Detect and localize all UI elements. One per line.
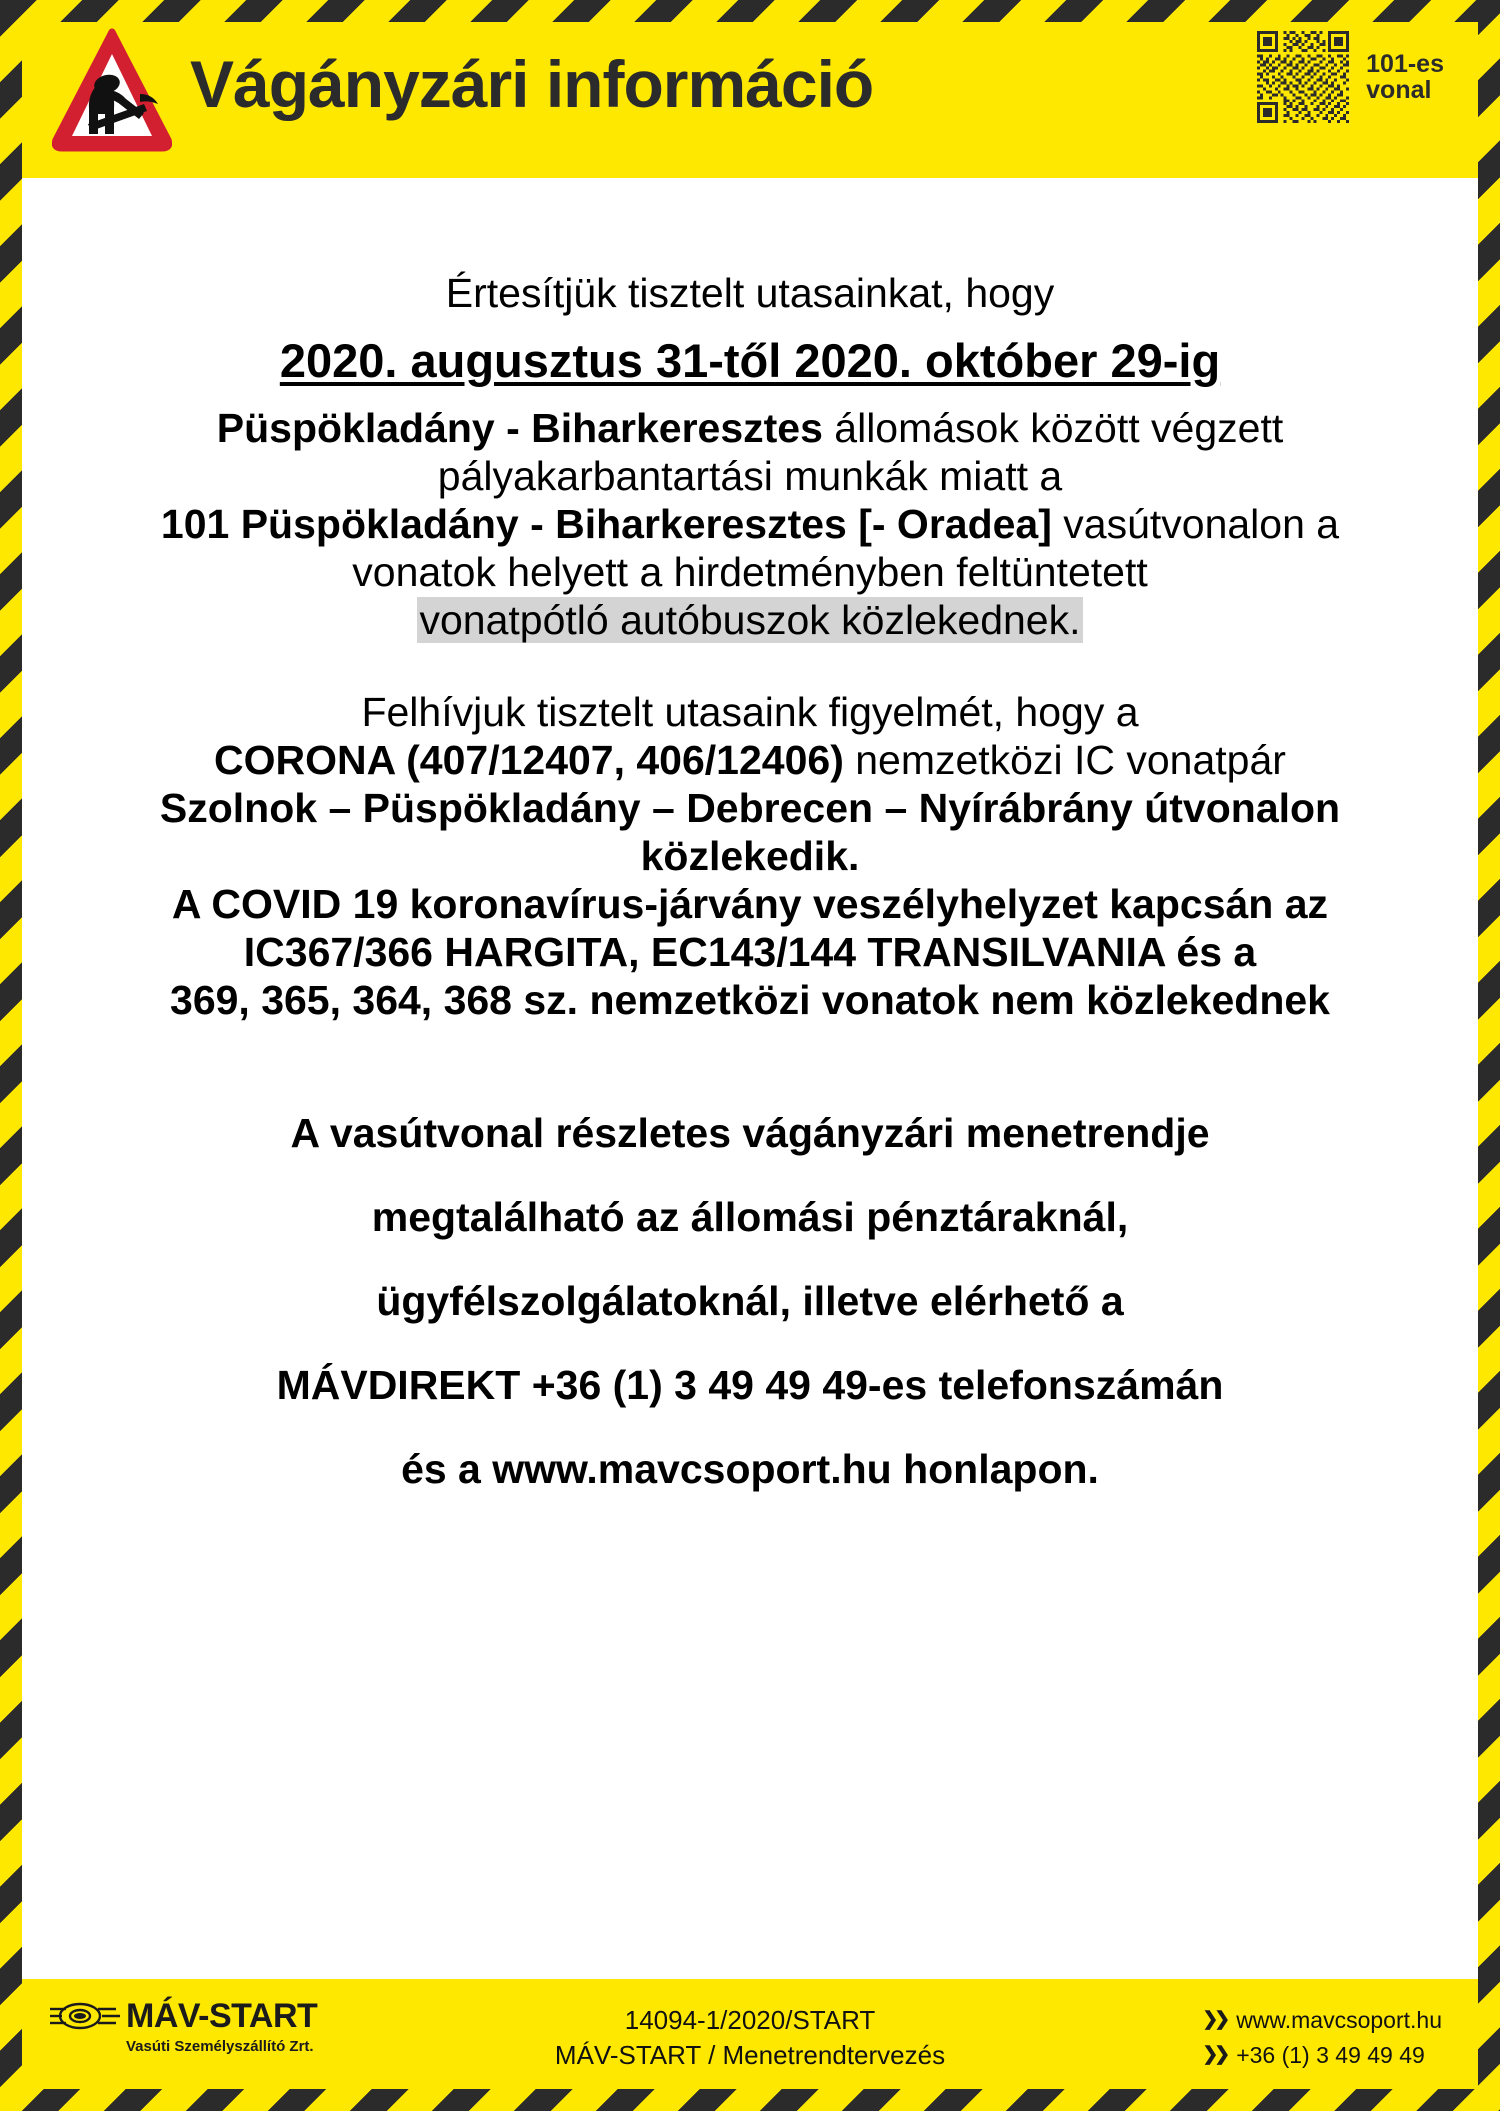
corona-bold: CORONA (407/12407, 406/12406) — [214, 736, 844, 783]
bus-line — [56, 597, 1444, 645]
works-line: pályakarbantartási munkák miatt a — [437, 452, 1063, 499]
notice-body — [22, 178, 1478, 1979]
doc-ref-dept: MÁV-START / Menetrendtervezés — [554, 2040, 946, 2071]
qr-label-line1: 101-es — [1366, 49, 1444, 78]
info-line-3: ügyfélszolgálatoknál, illetve elérhető a — [376, 1277, 1124, 1324]
contact-website-row[interactable] — [1202, 2003, 1442, 2038]
qr-line-label — [1366, 51, 1444, 104]
contact-info — [1202, 2003, 1442, 2072]
corona-route-line: Szolnok – Püspökladány – Debrecen – Nyírábrány útvonalon — [159, 784, 1341, 831]
replacement-line: vonatok helyett a hirdetményben feltüntetett — [352, 548, 1148, 595]
closure-block — [56, 270, 1444, 645]
covid-line-3: 369, 365, 364, 368 sz. nemzetközi vonatok nem közlekednek — [170, 976, 1330, 1023]
poster-footer — [22, 1979, 1478, 2089]
corona-verb-line: közlekedik. — [640, 832, 860, 879]
logo-subtitle: Vasúti Személyszállító Zrt. — [126, 2038, 314, 2055]
route-line — [56, 501, 1444, 549]
doc-ref-number: 14094-1/2020/START — [624, 2005, 876, 2035]
info-line-4: MÁVDIREKT +36 (1) 3 49 49 49-es telefonszámán — [276, 1361, 1224, 1408]
notice-intro-line: Felhívjuk tisztelt utasaink figyelmét, hogy a — [361, 688, 1139, 735]
contact-phone-row[interactable] — [1202, 2038, 1442, 2073]
stations-rest: állomások között végzett — [822, 404, 1284, 451]
contact-website: www.mavcsoport.hu — [1236, 2007, 1442, 2033]
closure-dates: 2020. augusztus 31-től 2020. október 29-ig — [279, 333, 1221, 387]
roadworks-warning-triangle-icon — [52, 28, 172, 152]
intro-line: Értesítjük tisztelt utasainkat, hogy — [445, 270, 1055, 316]
logo-text: MÁV-START — [126, 1997, 318, 2035]
qr-block — [1254, 28, 1444, 126]
qr-label-line2: vonal — [1366, 76, 1432, 104]
contact-phone: +36 (1) 3 49 49 49 — [1236, 2041, 1425, 2068]
corona-rest: nemzetközi IC vonatpár — [843, 736, 1286, 783]
bus-highlight: vonatpótló autóbuszok közlekednek. — [419, 596, 1081, 643]
info-line-1: A vasútvonal részletes vágányzári menetrendje — [290, 1109, 1210, 1156]
route-rest: vasútvonalon a — [1051, 500, 1340, 547]
info-line-5: és a www.mavcsoport.hu honlapon. — [401, 1445, 1099, 1492]
info-line-2: megtalálható az állomási pénztáraknál, — [371, 1193, 1129, 1240]
corona-block — [56, 689, 1444, 1025]
page-title: Vágányzári információ — [190, 47, 874, 121]
corona-train-line — [56, 737, 1444, 785]
info-block — [56, 1091, 1444, 1511]
covid-line-1: A COVID 19 koronavírus-járvány veszélyhelyzet kapcsán az — [171, 880, 1329, 927]
stations-bold: Püspökladány - Biharkeresztes — [216, 404, 823, 451]
double-chevron-right-icon: ❯❯ — [1202, 2043, 1227, 2065]
stations-line — [56, 405, 1444, 453]
qr-code-icon — [1254, 28, 1352, 126]
covid-line-2: IC367/366 HARGITA, EC143/144 TRANSILVANIA és a — [243, 928, 1257, 975]
double-chevron-right-icon: ❯❯ — [1202, 2009, 1227, 2030]
poster-header — [22, 22, 1478, 178]
poster-inner — [22, 22, 1478, 2089]
route-bold: 101 Püspökladány - Biharkeresztes [- Oradea] — [160, 500, 1052, 547]
